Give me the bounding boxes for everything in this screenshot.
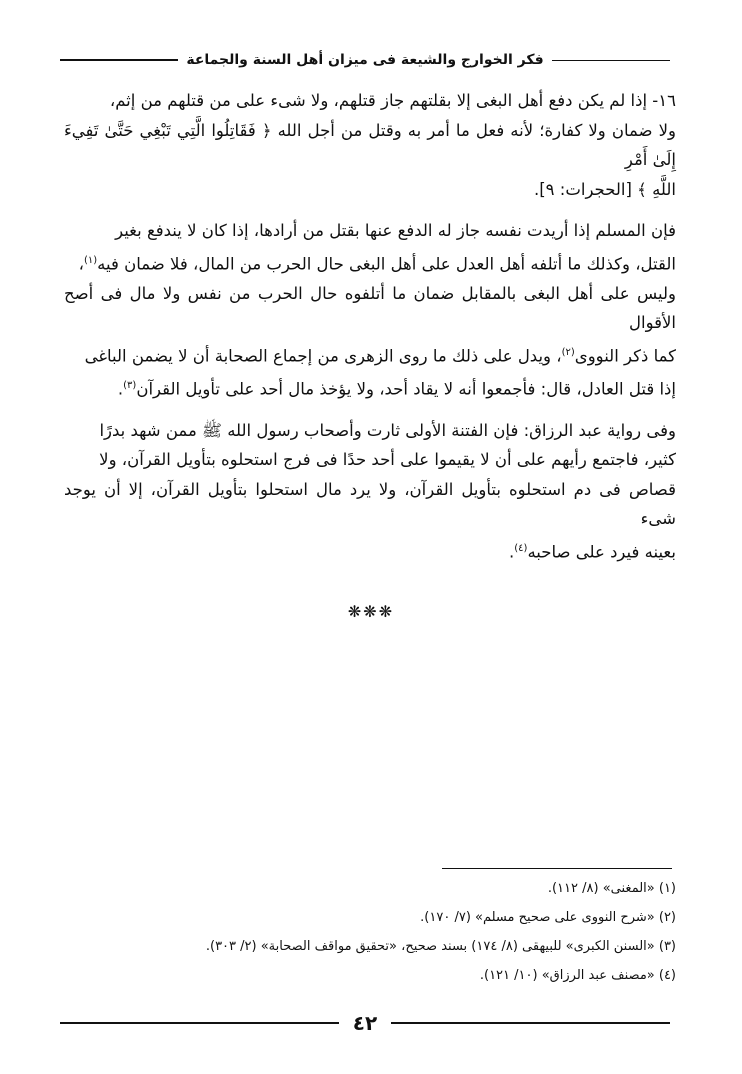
text-line: اللَّهِ ﴾ [الحجرات: ٩]. bbox=[533, 179, 676, 199]
footer-rule-left bbox=[60, 1022, 339, 1024]
header-rule-right bbox=[552, 60, 670, 61]
text-line: فإن المسلم إذا أريدت نفسه جاز له الدفع عنها بقتل من أرادها، إذا كان لا يندفع بغير bbox=[115, 221, 676, 240]
footnote-ref: (٣) bbox=[123, 379, 137, 391]
page-footer bbox=[60, 1008, 670, 1038]
header-rule-left bbox=[60, 59, 178, 61]
paragraph-16 bbox=[64, 86, 676, 204]
footnote-rule bbox=[442, 868, 672, 869]
text-line: وفى رواية عبد الرزاق: فإن الفتنة الأولى ثارت وأصحاب رسول الله ﷺ ممن شهد بدرًا bbox=[99, 420, 676, 440]
text-line: كما ذكر النووى$^{(٢)}$، ويدل على ذلك ما روى الزهرى من إجماع الصحابة أن لا يضمن الباغى bbox=[84, 346, 676, 365]
text-line: القتل، وكذلك ما أتلفه أهل العدل على أهل البغى حال الحرب من المال، فلا ضمان فيه$^{(١)}$، bbox=[78, 254, 676, 273]
header-title: فكر الخوارج والشيعة فى ميزان أهل السنة والجماعة bbox=[186, 52, 544, 68]
paragraph-self-defense bbox=[64, 216, 676, 404]
text-line: ١٦- إذا لم يكن دفع أهل البغى إلا بقلتهم جاز قتلهم، ولا شىء على من قتلهم من إثم، bbox=[109, 91, 676, 110]
footnote-ref: (٢) bbox=[561, 346, 575, 358]
text-line: بعينه فيرد على صاحبه$^{(٤)}$. bbox=[509, 542, 676, 561]
footnote-item: (١) «المغنى» (٨/ ١١٢). bbox=[547, 881, 676, 896]
text-line: ولا ضمان ولا كفارة؛ لأنه فعل ما أمر به وقتل من أجل الله ﴿ فَقَاتِلُوا الَّتِي تَبْغِي حَتَّىٰ تَفِيءَ إِلَىٰ أَمْرِ bbox=[64, 120, 676, 169]
footnote-item: (٣) «السنن الكبرى» للبيهقى (٨/ ١٧٤) بسند صحيح، «تحقيق مواقف الصحابة» (٢/ ٣٠٣). bbox=[205, 939, 676, 954]
running-header bbox=[60, 48, 670, 72]
footnote-item: (٢) «شرح النووى على صحيح مسلم» (٧/ ١٧٠). bbox=[420, 910, 676, 925]
main-text bbox=[64, 86, 676, 579]
section-separator: ❋❋❋ bbox=[347, 602, 395, 621]
paragraph-abdulrazzaq bbox=[64, 416, 676, 567]
footer-rule-right bbox=[391, 1022, 670, 1024]
footnotes bbox=[64, 874, 676, 990]
text-line: قصاص فى دم استحلوه بتأويل القرآن، ولا يرد مال استحلوا بتأويل القرآن، إلا أن يوجد شىء bbox=[64, 479, 676, 528]
footnote-ref: (١) bbox=[83, 254, 98, 266]
page-number: ٤٢ bbox=[352, 1011, 378, 1035]
footnote-ref: (٤) bbox=[514, 542, 528, 554]
text-line: وليس على أهل البغى بالمقابل ضمان ما أتلفوه حال الحرب من نفس ولا مال فى أصح الأقوال bbox=[64, 283, 676, 332]
text-line: كثير، فاجتمع رأيهم على أن لا يقيموا على أحد حدًا فى فرج استحلوه بتأويل القرآن، ولا bbox=[99, 450, 676, 469]
footnote-item: (٤) «مصنف عبد الرزاق» (١٠/ ١٢١). bbox=[479, 968, 676, 983]
text-line: إذا قتل العادل، قال: فأجمعوا أنه لا يقاد أحد، ولا يؤخذ مال أحد على تأويل القرآن$^{(٣)}$. bbox=[117, 379, 676, 398]
